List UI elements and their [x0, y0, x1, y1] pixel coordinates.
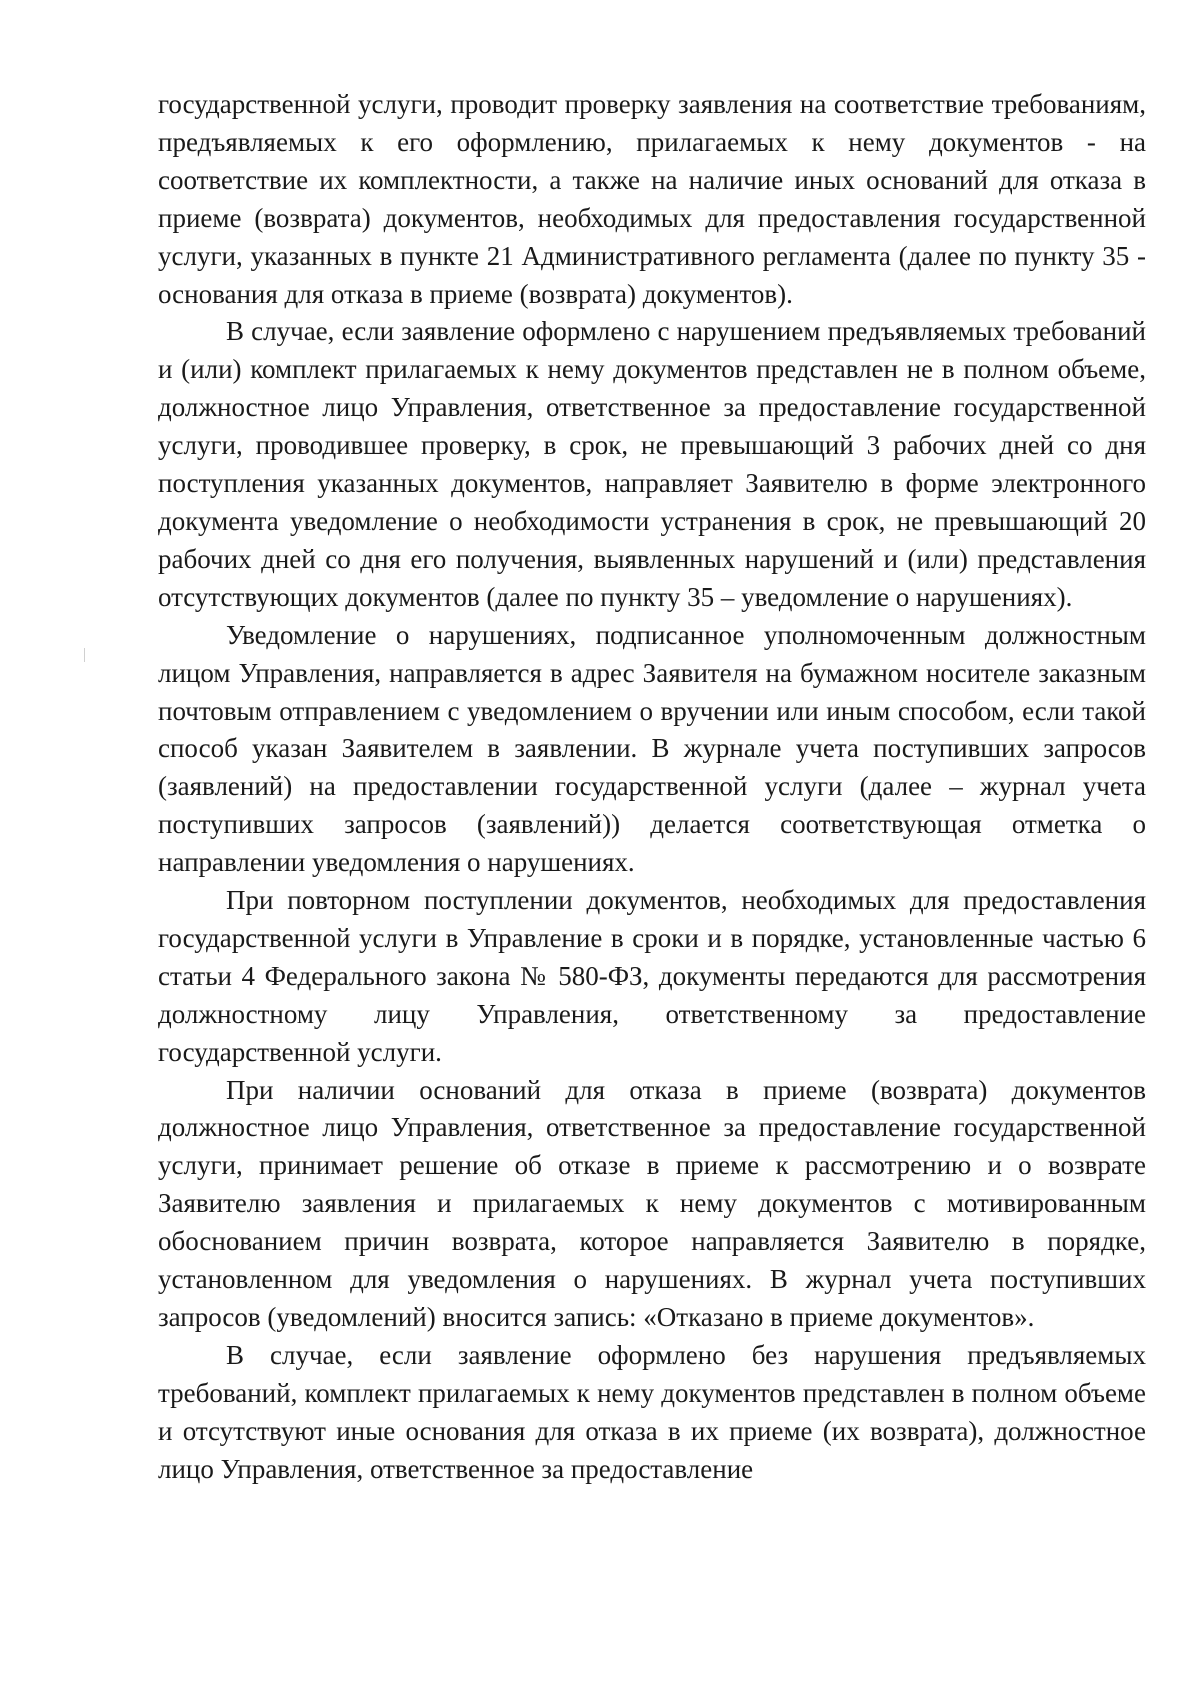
paragraph-2: В случае, если заявление оформлено с нарушением предъявляемых требований и (или) комплект прилагаемых к нему документов представлен не в полном объеме, должностное лицо Управления, ответственное за предоставление государственной услуги, проводившее проверку, в срок, не превышающий 3 рабочих дней со дня поступления указанных документов, направляет Заявителю в форме электронного документа уведомление о необходимости устранения в срок, не превышающий 20 рабочих дней со дня его получения, выявленных нарушений и (или) представления отсутствующих документов (далее по пункту 35 – уведомление о нарушениях).: [158, 316, 1146, 612]
paragraph-5: При наличии оснований для отказа в приеме (возврата) документов должностное лицо Управления, ответственное за предоставление государственной услуги, принимает решение об отказе в приеме к рассмотрению и о возврате Заявителю заявления и прилагаемых к нему документов с мотивированным обоснованием причин возврата, которое направляется Заявителю в порядке, установленном для уведомления о нарушениях. В журнал учета поступивших запросов (уведомлений) вносится запись: «Отказано в приеме документов».: [158, 1074, 1146, 1332]
paragraph-4: При повторном поступлении документов, необходимых для предоставления государственной услуги в Управление в сроки и в порядке, установленные частью 6 статьи 4 Федерального закона № 580-ФЗ, документы передаются для рассмотрения должностному лицу Управления, ответственному за предоставление государственной услуги.: [158, 885, 1146, 1067]
scan-artifact: [84, 648, 85, 662]
paragraph-6: В случае, если заявление оформлено без нарушения предъявляемых требований, комплект прилагаемых к нему документов представлен в полном объеме и отсутствуют иные основания для отказа в их приеме (их возврата), должностное лицо Управления, ответственное за предоставление: [158, 1339, 1146, 1484]
document-body: [158, 86, 1146, 1489]
paragraph-1: государственной услуги, проводит проверку заявления на соответствие требованиям, предъявляемых к его оформлению, прилагаемых к нему документов - на соответствие их комплектности, а также на наличие иных оснований для отказа в приеме (возврата) документов, необходимых для предоставления государственной услуги, указанных в пункте 21 Административного регламента (далее по пункту 35 - основания для отказа в приеме (возврата) документов).: [158, 89, 1146, 309]
paragraph-3: Уведомление о нарушениях, подписанное уполномоченным должностным лицом Управления, направляется в адрес Заявителя на бумажном носителе заказным почтовым отправлением с уведомлением о вручении или иным способом, если такой способ указан Заявителем в заявлении. В журнале учета поступивших запросов (заявлений) на предоставлении государственной услуги (далее – журнал учета поступивших запросов (заявлений)) делается соответствующая отметка о направлении уведомления о нарушениях.: [158, 619, 1146, 878]
